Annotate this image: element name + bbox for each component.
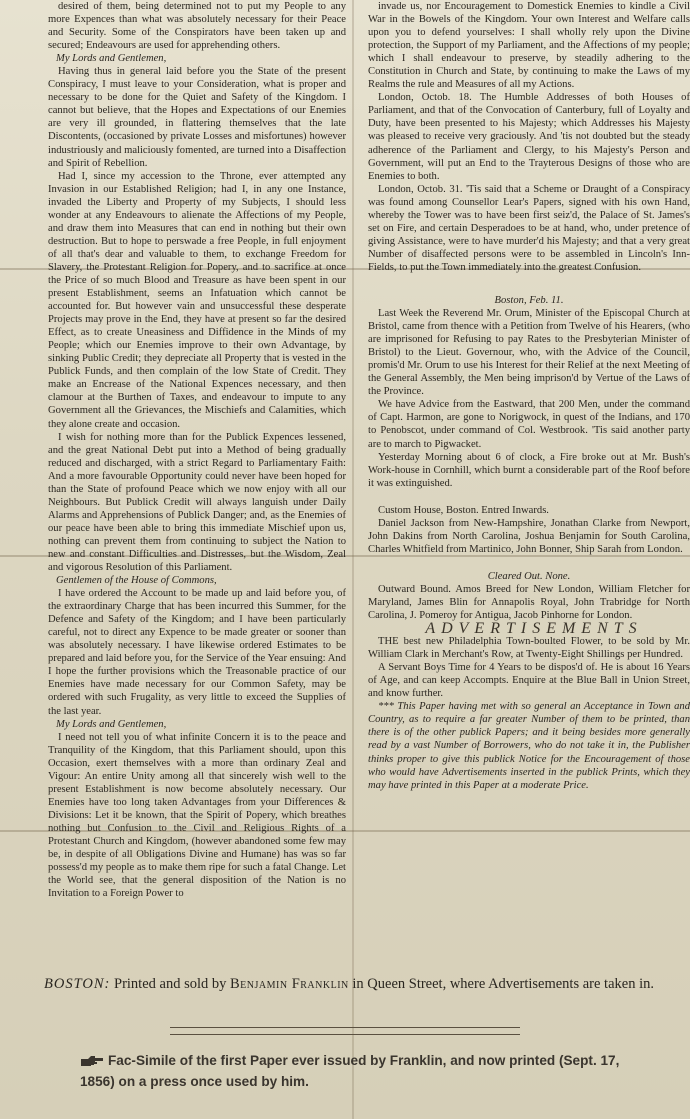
article-paragraph: London, Octob. 18. The Humble Addresses of both Houses of Parliament, and that of the Convocation of Canterbury, full of Loyalty and Duty, have been presented to his Majesty; which Addresses his Majesty was pleased to receive very graciously. And 'tis not doubted but the steady adherence of the Parliament and Clergy, to his Majesty's Person and Government, will put an End to the Trayterous Designs of those who are Enemies to both. <box>368 92 690 182</box>
article-paragraph: A Servant Boys Time for 4 Years to be dispos'd of. He is about 16 Years of Age, and can keep Accompts. Enquire at the Blue Ball in Union Street, and know further. <box>368 662 690 700</box>
article-paragraph: Having thus in general laid before you the State of the present Conspiracy, I must leave to your Consideration, what is proper and necessary to be done for the Quiet and Safety of the Kingdom. I cannot but believe, that the Hopes and Expectations of our Enemies are very ill grounded, in flattering themselves that the late Discontents, (occasioned by private Losses and misfortunes) however industriously and maliciously fomented, are turned into a Disaffection and Spirit of Rebellion. <box>48 66 346 169</box>
head-line: Boston, Feb. 11. <box>494 294 564 306</box>
article-paragraph: Daniel Jackson from New-Hampshire, Jonathan Clarke from Newport, John Dakins from North Carolina, Joshua Benjamin for South Carolina, Charles Whitfield from Martinico, John Bonner, Ship Sarah from London. <box>368 517 690 555</box>
advertisements-heading: ADVERTISEMENTS <box>425 620 643 638</box>
column-spacer <box>368 274 690 288</box>
article-paragraph: Custom House, Boston. Entred Inwards. <box>378 504 549 516</box>
article-paragraph: I have ordered the Account to be made up and laid before you, of the extraordinary Charge that has been incurred this Summer, for the Defence and Safety of the Kingdom; and I have been particularly careful, not to direct any Expence to be made greater or sooner than was absolutely necessary. I have likewise ordered Estimates to be prepared and laid before you, for the Service of the Year ensuing: And I hope the further provisions which the Treasonable practice of our Enemies have made necessary for our Common Safety, may be ordered with such Frugality, as very little to exceed the Supplies of the last year. <box>48 588 346 717</box>
article-paragraph: London, Octob. 31. 'Tis said that a Scheme or Draught of a Conspiracy was found among Counsellor Lear's Papers, signed with his own Hand, whereby the Tower was to have been first seiz'd, the Palace of St. James's set on Fire, and certain Desperadoes to be at hand, who, under pretence of giving Assistance, were to have murder'd his Majesty; and that a very great Number of disaffected persons were to be assembled in Lincoln's Inn-Fields, to put the Town immediately into the greatest Confusion. <box>368 183 690 273</box>
article-paragraph: I need not tell you of what infinite Concern it is to the peace and Tranquility of the Kingdom, that this Parliament should, upon this Occasion, exert themselves with a more than ordinary Zeal and Vigour: An entire Unity among all that sincerely wish well to the present Establishment is now become absolutely necessary. Our Enemies have too long taken Advantages from your Differences & Divisions: Let it be known, that the Spirit of Popery, which breathes nothing but Confusion to the Civil and Religious Rights of a Protestant Church and Kingdom, (however abandoned some few may be, in despite of all Obligations Divine and Humane) has was so far possess'd my people as to make them ripe for such a fatal Change. Let the World see, that the general disposition of the Nation is no Invitation to a Foreign Power to <box>48 731 346 900</box>
divider-rule <box>170 1027 520 1035</box>
article-paragraph: Yesterday Morning about 6 of clock, a Fire broke out at Mr. Bush's Work-house in Cornhill, which burnt a considerable part of the Roof before it was extinguished. <box>368 451 690 489</box>
article-paragraph: Had I, since my accession to the Throne, ever attempted any Invasion in our Established Religion; had I, in any one Instance, invaded the Liberty and Property of my Subjects, I should less wonder at any Endeavours to alienate the Affections of my People, and draw them into Measures that can end in nothing but their own destruction. But to hope to perswade a free People, in full enjoyment of all that's dear and valuable to them, to exchange Freedom for Slavery, the Protestant Religion for Popery, and to sacrifice at once the Price of so much Blood and Treasure as have been spent in our present Establishment, seems an Infatuation which cannot be accounted for. But however vain and unsuccessful these desperate Projects may prove in the End, they have at present so far the desired Effect, as to create Uneasiness and Diffidence in the Minds of my People; which our Enemies improve to their own Advantage, by sinking Public Credit; they depreciate all Property that is vested in the Publick Funds, and then complain of the low State of Credit. They make an Encrease of the National Expences necessary, and then clamour at the Burthen of Taxes, and endeavour to impute to any Government all the Grievances, the Mischiefs and Calamities, which they alone create and occasion. <box>48 170 346 430</box>
ital-line: My Lords and Gentlemen, <box>56 53 167 65</box>
column-spacer <box>368 556 690 570</box>
ital-line: Gentlemen of the House of Commons, <box>56 575 217 587</box>
column-spacer <box>368 490 690 504</box>
center-ital-line: Cleared Out. None. <box>487 570 571 582</box>
article-paragraph: We have Advice from the Eastward, that 200 Men, under the command of Capt. Harmon, are gone to Norigwock, in quest of the Indians, and 170 to Penobscot, under command of Col. Westbrook. 'Tis said another party are to march to Pigwacket. <box>368 399 690 450</box>
facsimile-line: Fac-Simile of the first Paper ever issued by Franklin, and now printed (Sept. 17, 1856) on a press once used by him. <box>80 1053 620 1089</box>
colophon-place: BOSTON: <box>44 976 111 992</box>
colophon-text-1: Printed and sold by <box>114 976 227 992</box>
ital-line: My Lords and Gentlemen, <box>56 718 167 730</box>
column-gutter <box>352 0 354 1119</box>
colophon-printer: Benjamin Franklin <box>230 976 349 992</box>
article-paragraph: desired of them, being determined not to put my People to any more Expences than what was absolutely necessary for their Peace and Security. Some of the Conspirators have been taken up and secured; Endeavours are used for apprehending others. <box>48 1 346 52</box>
article-paragraph: Last Week the Reverend Mr. Orum, Minister of the Episcopal Church at Bristol, came from thence with a Petition from Twelve of his Hearers, (who are imprisoned for Refusing to pay Rates to the Presbyterian Minister of Bristol) to the Lieut. Governour, who, with the Advice of the Council, promis'd Mr. Orum to use his Interest for their Relief at the next Meeting of the General Assembly, the Men being imprison'd by Vertue of the Laws of the Province. <box>368 308 690 398</box>
article-paragraph: Outward Bound. Amos Breed for New London, William Fletcher for Maryland, James Blin for Annapolis Royal, John Trabridge for North Carolina, J. Pomeroy for Antigua, Jacob Pinhorne for London. <box>368 583 690 622</box>
notice-line: *** This Paper having met with so general an Acceptance in Town and Country, as to require a far greater Number of them to be printed, than there is of the other publick Papers; and it being besides more generally read by a vast Number of Borrowers, who do not take it in, the Publisher thinks proper to give this publick Notice for the Encouragement of those who would have Advertisements inserted in the publick Prints, which they may have printed in this Paper at a moderate Price. <box>368 701 690 791</box>
right-column <box>368 0 690 860</box>
pointing-hand-icon <box>80 1055 104 1067</box>
colophon <box>44 975 654 994</box>
colophon-text-2: in Queen Street, where Advertisements are taken in. <box>352 976 654 992</box>
article-paragraph: THE best new Philadelphia Town-boulted Flower, to be sold by Mr. William Clark in Merchant's Row, at Twenty-Eight Shillings per Hundred. <box>368 636 690 661</box>
left-column <box>48 0 346 980</box>
article-paragraph: invade us, nor Encouragement to Domestick Enemies to kindle a Civil War in the Bowels of the Kingdom. Your own Interest and Welfare calls upon you to defend yourselves: I shall wholly rely upon the Divine protection, the Support of my Parliament, and the Affections of my people; which I shall endeavour to preserve, by steadily adhering to the Constitution in Church and State, by continuing to make the Laws of my Realms the rule and Measures of all my Actions. <box>368 1 690 91</box>
article-paragraph: I wish for nothing more than for the Publick Expences lessened, and the great National Debt put into a Method of being gradually reduced and discharged, with a strict Regard to Parliamentary Faith: And a more favourable Opportunity could never have been hoped for than the State of profound Peace which we now enjoy with all our Neighbours. But Publick Credit will always languish under Daily Alarms and Apprehensions of Publick Danger; and, as the Enemies of our peace have been able to bring this immediate Mischief upon us, nothing can prevent them from continuing to subject the Nation to new and constant Difficulties and Distresses, but the Wisdom, Zeal and vigorous Resolution of this Parliament. <box>48 431 346 574</box>
facsimile-note <box>80 1050 650 1092</box>
